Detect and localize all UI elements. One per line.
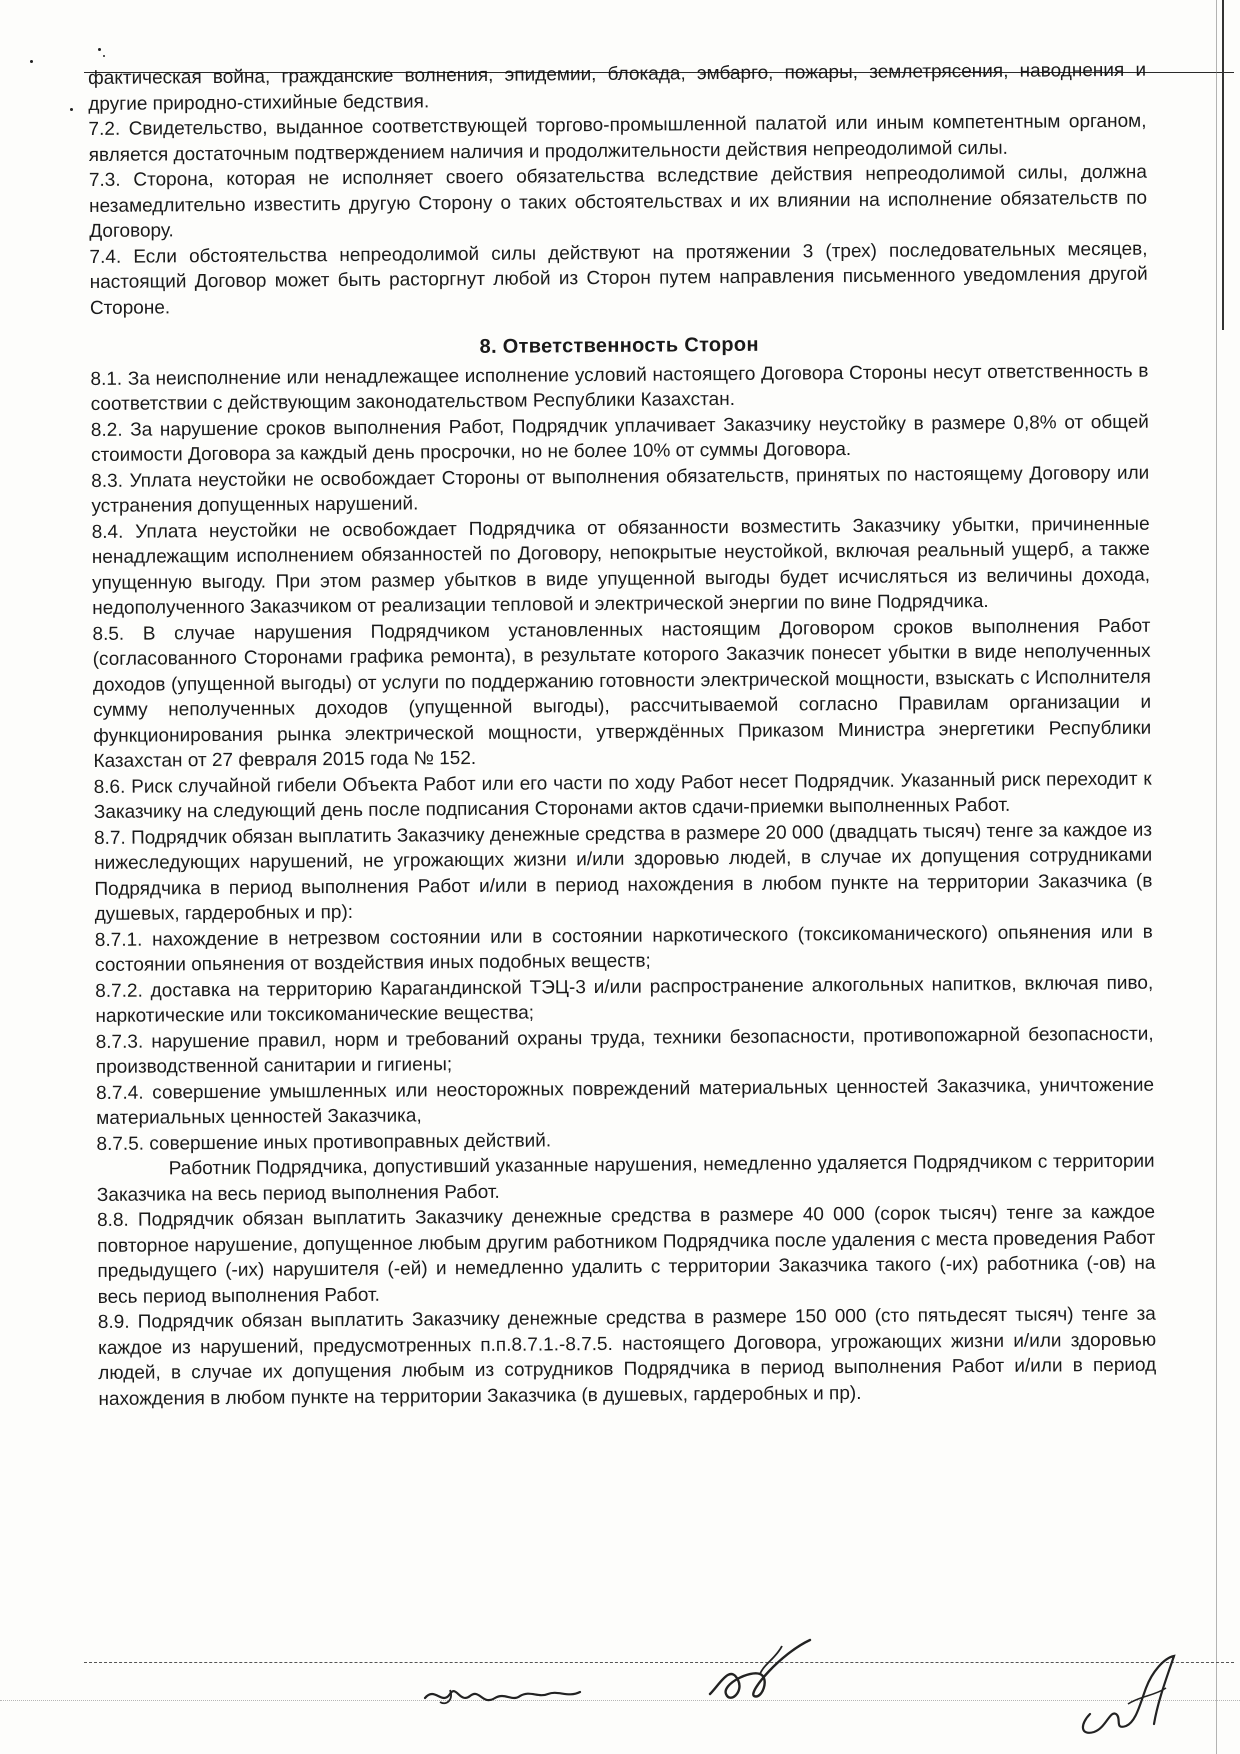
paragraph-8-7-5: 8.7.5. совершение иных противоправных действий. <box>96 1129 552 1155</box>
paragraph-7-4: 7.4. Если обстоятельства непреодолимой силы действуют на протяжении 3 (трех) последовательных месяцев, настоящий Договор может быть расторгнут любой из Сторон путем направления письменного уведомления другой Стороне. <box>89 238 1148 319</box>
signature-left <box>420 1676 590 1716</box>
paragraph-7-3: 7.3. Сторона, которая не исполняет своего обязательства вследствие действия непреодолимой силы, должна незамедлительно известить другую Сторону о таких обстоятельствах и их влиянии на исполнение обязательств по Договору. <box>88 161 1148 242</box>
paragraph-8-3: 8.3. Уплата неустойки не освобождает Стороны от выполнения обязательств, принятых по настоящему Договору или устранения допущенных нарушений. <box>91 462 1150 517</box>
paragraph-8-7-3: 8.7.3. нарушение правил, норм и требований охраны труда, техники безопасности, противопожарной безопасности, производственной санитарии и гигиены; <box>95 1023 1154 1078</box>
paragraph-8-2: 8.2. За нарушение сроков выполнения Работ, Подрядчик уплачивает Заказчику неустойку в размере 0,8% от общей стоимости Договора за каждый день просрочки, но не более 10% от суммы Договора. <box>90 411 1149 466</box>
paragraph-8-5: 8.5. В случае нарушения Подрядчиком установленных настоящим Договором сроков выполнения Работ (согласованного Сторонами графика ремонта), в результате которого Заказчик понесет убытки в виде неполученных доходов (упущенной выгоды) от услуги по поддержанию готовности электрической мощности, взыскать с Исполнителя сумму неполученных доходов (упущенной выгоды), рассчитываемой согласно Правилам организации и функционирования рынка электрической мощности, утверждённых Приказом Министра энергетики Республики Казахстан от 27 февраля 2015 года № 152. <box>92 615 1152 772</box>
section-heading: 8. Ответственность Сторон <box>479 333 759 358</box>
paragraph-8-8: 8.8. Подрядчик обязан выплатить Заказчику денежные средства в размере 40 000 (сорок тысяч) тенге за каждое повторное нарушение, допущенное любым другим работником Подрядчика после удаления с места проведения Работ предыдущего (-их) нарушителя (-ей) и немедленно удалить с территории Заказчика такого (-их) работника (-ов) на весь период выполнения Работ. <box>96 1201 1156 1308</box>
paragraph-8-7-2: 8.7.2. доставка на территорию Карагандинской ТЭЦ-3 и/или распространение алкогольных напитков, включая пиво, наркотические или токсикоманические вещества; <box>95 972 1154 1027</box>
paragraph-8-9: 8.9. Подрядчик обязан выплатить Заказчику денежные средства в размере 150 000 (сто пятьдесят тысяч) тенге за каждое из нарушений, предусмотренных п.п.8.7.1.-8.7.5. настоящего Договора, угрожающих жизни и/или здоровью людей, в случае их допущения любым из сотрудников Подрядчика в период выполнения Работ и/или в период нахождения в любом пункте на территории Заказчика (в душевых, гардеробных и пр). <box>97 1303 1157 1410</box>
paragraph-8-6: 8.6. Риск случайной гибели Объекта Работ или его части по ходу Работ несет Подрядчик. Указанный риск переходит к Заказчику на следующий день после подписания Сторонами актов сдачи-приемки выполненных Работ. <box>93 768 1152 823</box>
signature-area <box>0 1660 1240 1754</box>
scan-speck <box>70 108 73 111</box>
paragraph-8-7-4: 8.7.4. совершение умышленных или неосторожных повреждений материальных ценностей Заказчика, уничтожение материальных ценностей Заказчика, <box>95 1074 1155 1129</box>
paragraph-8-4: 8.4. Уплата неустойки не освобождает Подрядчика от обязанности возместить Заказчику убытки, причиненные ненадлежащим исполнением обязанностей по Договору, непокрытые неустойкой, включая реальный ущерб, а также упущенную выгоду. При этом размер убытков в виде упущенной выгоды будет исчисляться из величины дохода, недополученного Заказчиком от реализации тепловой и электрической энергии по вине Подрядчика. <box>91 513 1151 619</box>
scan-speck <box>103 55 105 57</box>
scan-speck <box>98 48 101 51</box>
paragraph-8-1: 8.1. За неисполнение или ненадлежащее исполнение условий настоящего Договора Стороны несут ответственность в соответствии с действующим законодательством Республики Казахстан. <box>90 360 1149 415</box>
paragraph-7-2: 7.2. Свидетельство, выданное соответствующей торгово-промышленной палатой или иным компетентным органом, является достаточным подтверждением наличия и продолжительности действия непреодолимой силы. <box>88 110 1147 166</box>
signature-middle <box>700 1634 820 1714</box>
scan-edge-line <box>1216 0 1217 1754</box>
margin-rule <box>1222 0 1224 330</box>
paragraph: фактическая война, гражданские волнения, эпидемии, блокада, эмбарго, пожары, землетрясения, наводнения и другие природно-стихийные бедствия. <box>88 59 1147 115</box>
document-body <box>88 58 1157 1412</box>
paragraph-worker-removal: Работник Подрядчика, допустивший указанные нарушения, немедленно удаляется Подрядчиком с территории Заказчика на весь период выполнения Работ. <box>96 1150 1155 1206</box>
signature-right <box>1070 1644 1190 1744</box>
scan-speck <box>30 60 33 63</box>
paragraph-8-7-1: 8.7.1. нахождение в нетрезвом состоянии или в состоянии наркотического (токсикоманического) опьянения или в состоянии опьянения от воздействия иных подобных веществ; <box>94 921 1153 976</box>
paragraph-8-7: 8.7. Подрядчик обязан выплатить Заказчику денежные средства в размере 20 000 (двадцать тысяч) тенге за каждое из нижеследующих нарушений, не угрожающих жизни и/или здоровью людей, в случае их допущения сотрудниками Подрядчика в период выполнения Работ и/или в период нахождения в любом пункте на территории Заказчика (в душевых, гардеробных и пр): <box>93 819 1153 925</box>
